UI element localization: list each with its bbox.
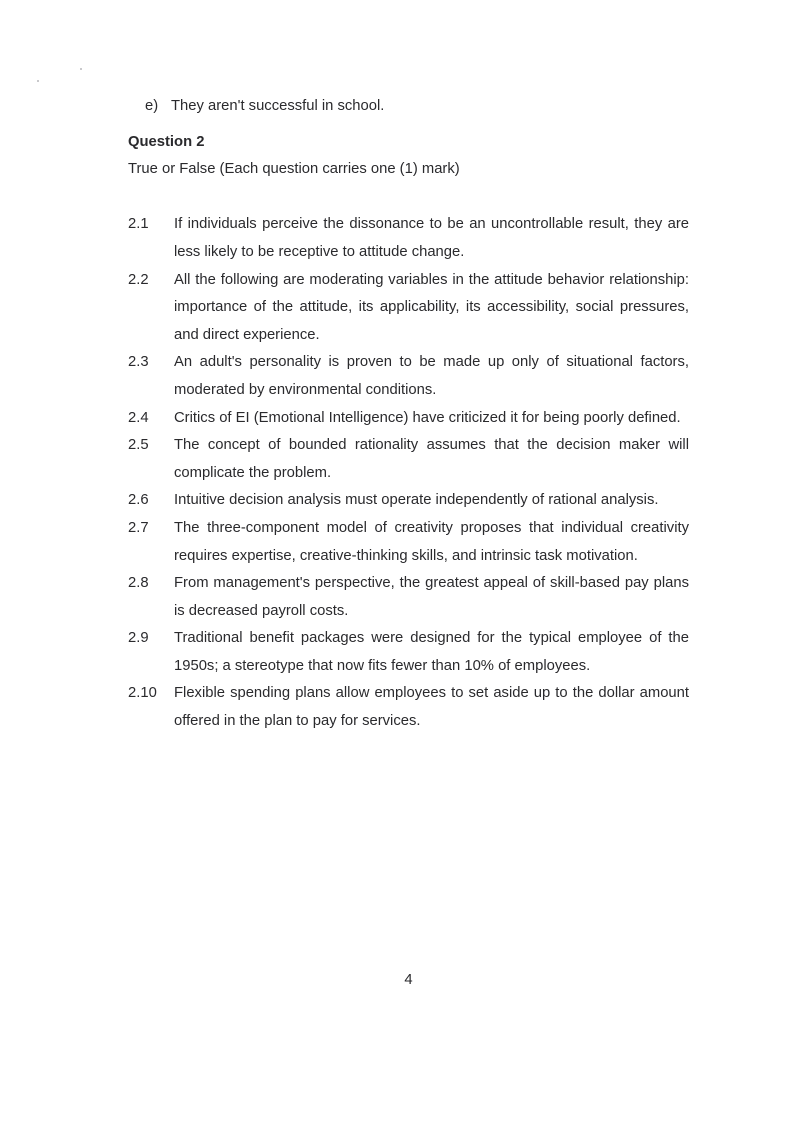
document-page — [128, 93, 689, 736]
list-item — [128, 487, 689, 515]
list-item — [128, 405, 689, 433]
item-number: 2.6 — [128, 492, 149, 509]
item-number: 2.5 — [128, 437, 149, 454]
item-text: Flexible spending plans allow employees to set aside up to the dollar amount offered in the plan to pay for services. — [174, 685, 689, 730]
page-number: 4 — [404, 972, 413, 988]
list-item — [128, 515, 689, 570]
item-number: 2.2 — [128, 271, 149, 288]
item-text: Critics of EI (Emotional Intelligence) have criticized it for being poorly defined. — [174, 409, 681, 426]
item-number: 2.4 — [128, 409, 149, 426]
true-false-list — [128, 211, 689, 735]
item-text: Intuitive decision analysis must operate independently of rational analysis. — [174, 492, 659, 509]
list-item — [128, 211, 689, 266]
item-text: The concept of bounded rationality assumes that the decision maker will complicate the problem. — [174, 437, 689, 481]
item-text: They aren't successful in school. — [171, 98, 385, 114]
item-text: If individuals perceive the dissonance to be an uncontrollable result, they are less likely to be receptive to attitude change. — [174, 216, 689, 260]
item-number: 2.1 — [128, 216, 149, 233]
item-letter: e) — [145, 98, 159, 114]
item-text: Traditional benefit packages were designed for the typical employee of the 1950s; a stereotype that now fits fewer than 10% of employees. — [174, 630, 689, 674]
scan-speck — [80, 68, 82, 70]
item-text: The three-component model of creativity proposes that individual creativity requires expertise, creative-thinking skills, and intrinsic task motivation. — [174, 519, 689, 564]
list-item — [128, 625, 689, 680]
item-text: All the following are moderating variables in the attitude behavior relationship: importance of the attitude, its applicability, its accessibility, social pressures, and direct experience. — [174, 271, 689, 343]
item-text: From management's perspective, the greatest appeal of skill-based pay plans is decreased payroll costs. — [174, 575, 689, 619]
question-instruction: True or False (Each question carries one (1) mark) — [128, 161, 460, 178]
item-number: 2.3 — [128, 354, 149, 371]
item-number: 2.8 — [128, 575, 149, 592]
item-number: 2.9 — [128, 630, 149, 647]
question-title: Question 2 — [128, 133, 205, 150]
item-number: 2.10 — [128, 685, 157, 702]
item-number: 2.7 — [128, 519, 149, 536]
list-item — [128, 349, 689, 404]
list-item — [128, 570, 689, 625]
list-item — [128, 680, 689, 735]
list-item — [128, 432, 689, 487]
item-text: An adult's personality is proven to be made up only of situational factors, moderated by environmental conditions. — [174, 354, 689, 398]
list-item-e — [145, 93, 689, 121]
scan-speck — [37, 80, 39, 82]
list-item — [128, 267, 689, 350]
